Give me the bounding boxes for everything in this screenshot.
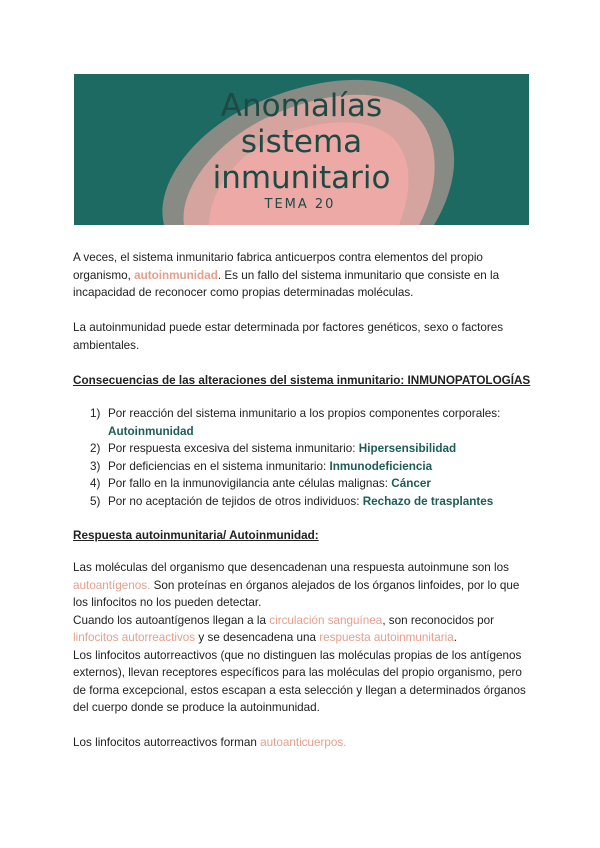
highlight-autoinmunidad: autoinmunidad	[134, 268, 218, 282]
banner-subtitle: TEMA 20	[264, 197, 336, 212]
list-item: 2) Por respuesta excesiva del sistema inmunitario: Hipersensibilidad	[90, 442, 457, 456]
paragraph-autoanticuerpos: Los linfocitos autorreactivos forman autoanticuerpos.	[73, 736, 347, 749]
list-item: 3) Por deficiencias en el sistema inmunitario: Inmunodeficiencia	[90, 459, 433, 473]
list-item: 1) Por reacción del sistema inmunitario a los propios componentes corporales: Autoinmunidad	[90, 407, 501, 438]
list-item: 5) Por no aceptación de tejidos de otros individuos: Rechazo de trasplantes	[90, 494, 494, 508]
section-heading-respuesta: Respuesta autoinmunitaria/ Autoinmunidad:	[73, 529, 319, 542]
list-item: 4) Por fallo en la inmunovigilancia ante células malignas: Cáncer	[90, 477, 431, 491]
paragraph-respuesta: Las moléculas del organismo que desencadenan una respuesta autoinmune son los autoantígenos. Son proteínas en órganos alejados de los órganos linfoides, por lo que los linfocitos no los pueden detectar. Cuando los autoantígenos llegan a la circulación sanguínea, son reconocidos por linfocitos autorreactivos y se desencadena una respuesta autoinmunitaria. Los linfocitos autorreactivos (que no distinguen las moléculas propias de los antígenos externos), llevan receptores específicos para las moléculas del propio organismo, pero de forma excepcional, estos escapan a esta selección y llegan a determinados órganos del cuerpo donde se produce la autoinmunidad.	[73, 561, 526, 714]
paragraph-factors: La autoinmunidad puede estar determinada por factores genéticos, sexo o factores ambientales.	[73, 321, 504, 352]
paragraph-intro: A veces, el sistema inmunitario fabrica anticuerpos contra elementos del propio organismo, autoinmunidad. Es un fallo del sistema inmunitario que consiste en la incapacidad de reconocer como propias determinadas moléculas.	[73, 251, 500, 299]
immunopathology-list	[90, 405, 530, 511]
section-heading-consecuencias: Consecuencias de las alteraciones del sistema inmunitario: INMUNOPATOLOGÍAS	[73, 374, 531, 387]
banner-title: Anomalías sistema inmunitario	[212, 88, 391, 196]
